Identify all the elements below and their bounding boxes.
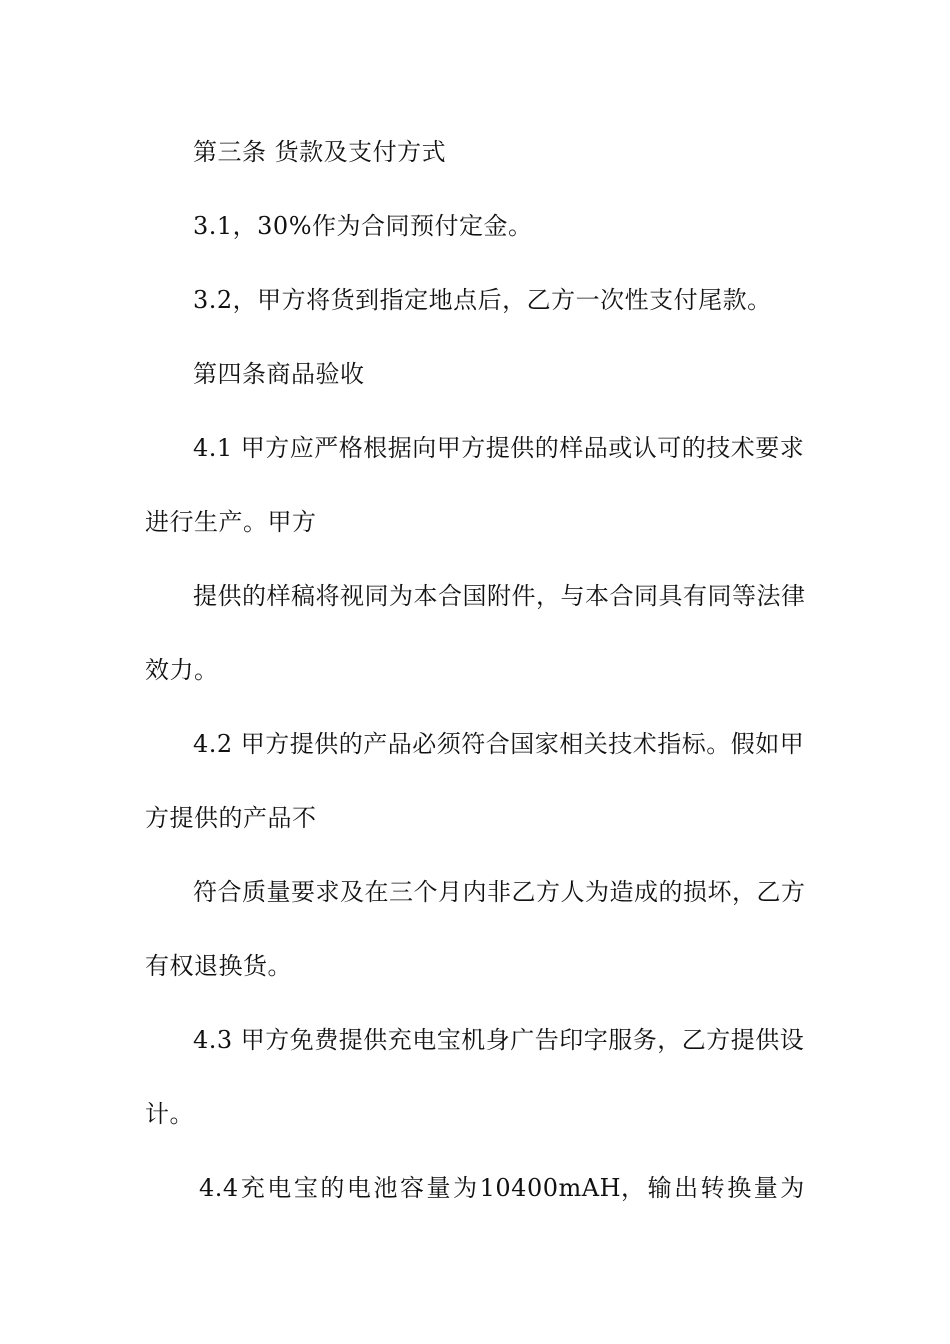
clause-4-4-part: 出: [674, 1174, 699, 1202]
clause-4-4-part: 池: [373, 1174, 398, 1202]
clause-4-2b-line-1: 符合质量要求及在三个月内非乙方人为造成的损坏，乙方: [193, 878, 806, 906]
article-3-heading: 第三条 货款及支付方式: [193, 138, 447, 166]
clause-4-3-line-2: 计。: [145, 1100, 194, 1128]
clause-4-2-line-1: 4.2 甲方提供的产品必须符合国家相关技术指标。假如甲: [193, 730, 805, 758]
clause-4-4-part: 为: [453, 1174, 478, 1202]
clause-3-2: 3.2，甲方将货到指定地点后，乙方一次性支付尾款。: [193, 286, 772, 314]
clause-4-1b-line-1: 提供的样稿将视同为本合国附件，与本合同具有同等法律: [193, 582, 806, 610]
clause-4-2-line-2: 方提供的产品不: [145, 804, 317, 832]
clause-3-1: 3.1，30%作为合同预付定金。: [193, 212, 533, 240]
clause-4-4-part: 转: [700, 1174, 726, 1202]
clause-4-4-part: 10400mAH，: [479, 1174, 646, 1202]
clause-4-4-part: 容: [400, 1174, 425, 1202]
clause-4-4-part: 换: [727, 1174, 752, 1202]
clause-4-4-part: 4.4: [199, 1174, 239, 1202]
clause-4-2b-line-2: 有权退换货。: [145, 952, 292, 980]
clause-4-4-part: 输: [647, 1174, 673, 1202]
clause-4-4-part: 宝: [293, 1174, 319, 1202]
clause-4-1b-line-2: 效力。: [145, 656, 219, 684]
clause-4-4-part: 的: [320, 1174, 345, 1202]
clause-4-4-part: 充: [240, 1174, 266, 1202]
clause-4-4-part: 为: [780, 1174, 805, 1202]
clause-4-1-line-2: 进行生产。甲方: [145, 508, 317, 536]
article-4-heading: 第四条商品验收: [193, 360, 365, 388]
clause-4-4-part: 电: [346, 1174, 372, 1202]
clause-4-4-part: 电: [267, 1174, 292, 1202]
clause-4-4-part: 量: [753, 1174, 779, 1202]
clause-4-4-line-1: [199, 1173, 805, 1203]
clause-4-1-line-1: 4.1 甲方应严格根据向甲方提供的样品或认可的技术要求: [193, 434, 805, 462]
clause-4-4-part: 量: [426, 1174, 452, 1202]
clause-4-3-line-1: 4.3 甲方免费提供充电宝机身广告印字服务，乙方提供设: [193, 1026, 805, 1054]
